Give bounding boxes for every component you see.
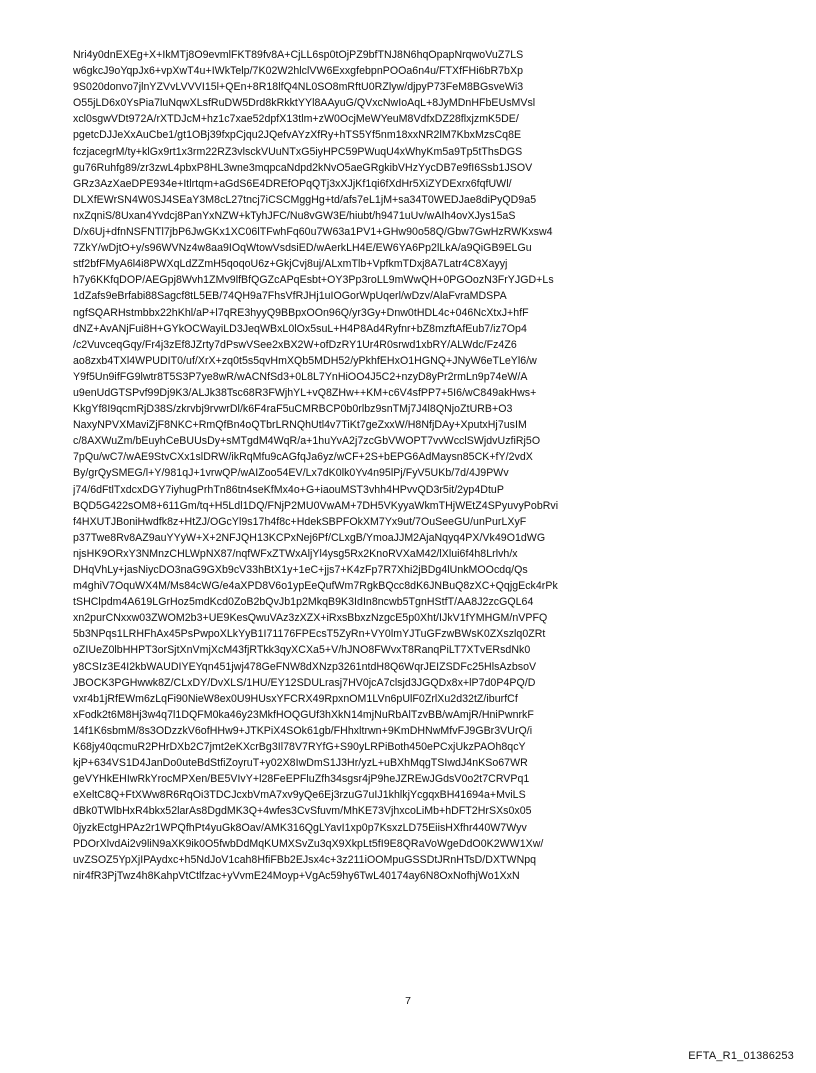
encoded-text-line: pgetcDJJeXxAuCbe1/gt1OBj39fxpCjqu2JQefvAYzXfRy+hTS5Yf5nm18xxNR2lM7KbxMzsCq8E [73,129,522,142]
encoded-text-line: DLXfEWrSN4W0SJ4SEaY3M8cL27tncj7iCSCMggHg+td/afs7eL1jM+sa34T0WEDJae8diPyQD9a5 [73,193,537,206]
encoded-text-line: 0jyzkEctgHPAz2r1WPQfhPt4yuGk8Oav/AMK316QgLYavI1xp0p7KsxzLD75EiisHXfhr440W7Wyv [73,821,527,834]
encoded-text-line: u9enUdGTSPvf99Dj9K3/ALJk38Tsc68R3FWjhYL+vQ8ZHw++KM+c6V4sfPP7+5I6/wC849akHws+ [73,386,537,399]
encoded-text-line: PDOrXlvdAi2v9liN9aXK9ik0O5fwbDdMqKUMXSvZu3qX9XkpLt5fI9E8QRaVoWgeDdO0K2WW1Xw/ [73,837,544,850]
page-number: 7 [405,995,411,1007]
encoded-text-line: uvZSOZ5YpXjIPAydxc+h5NdJoV1cah8HfiFBb2EJsx4c+3z211iOOMpuGSSDtJRnHTsD/DXTWNpq [73,853,537,866]
encoded-text-line: eXeltC8Q+FtXWw8R6RqOi3TDCJcxbVmA7xv9yQe6Ej3rzuG7uIJ1khlkjYcgqxBH41694a+MviLS [73,789,526,802]
encoded-text-line: 5b3NPqs1LRHFhAx45PsPwpoXLkYyB1I71176FPEcsT5ZyRn+VY0lmYJTuGFzwBWsK0ZXszlq0ZRt [73,628,546,641]
encoded-text-line: y8CSIz3E4I2kbWAUDIYEYqn451jwj478GeFNW8dXNzp3261ntdH8Q6WqrJEIZSDFc25HlsAzbsoV [73,660,537,673]
encoded-text-line: 1dZafs9eBrfabi88Sagcf8tL5EB/74QH9a7FhsVfRJHj1uIOGorWpUqerl/wDzv/AlaFvraMDSPA [73,290,507,303]
encoded-text-line: K68jy40qcmuR2PHrDXb2C7jmt2eKXcrBg3Il78V7RYfG+S90yLRPiBoth450ePCxjUkzPAOh8qcY [73,741,526,754]
encoded-text-line: Y9f5Un9ifFG9lwtr8T5S3P7ye8wR/wACNfSd3+0L8L7YnHiOO4J5C2+nzyD8yPr2rmLn9p74eW/A [73,370,528,383]
encoded-text-line: nir4fR3PjTwz4h8KahpVtCtlfzac+yVvmE24Moyp+VgAc59hy6TwL40174ay6N8OxNofhjWo1XxN [73,869,520,882]
encoded-text-line: xcl0sgwVDt972A/rXTDJcM+hz1c7xae52dpfX13tlm+zW0OcjMeWYeuM8VdfxDZ28flxjzmK5DE/ [73,113,519,126]
encoded-text-line: j74/6dFtlTxdcxDGY7iyhugPrhTn86tn4seKfMx4o+G+iaouMST3vhh4HPvvQD3r5it/2yp4DtuP [73,483,504,496]
encoded-text-line: KkgYf8I9qcmRjD38S/zkrvbj9rvwrDl/k6F4raF5uCMRBCP0b0rlbz9snTMj7J4l8QNjoZtURB+O3 [73,403,513,416]
encoded-text-line: xn2purCNxxw03ZWOM2b3+UE9KesQwuVAz3zXZX+iRxsBbxzNzgcE5p0Xht/IJkV1fYMHGM/nVPFQ [73,612,548,625]
encoded-text-line: GRz3AzXaeDPE934e+Itlrtqm+aGdS6E4DREfOPqQTj3xXJjKf1qi6fXdHr5XiZYDExrx6fqfUWl/ [73,177,512,190]
encoded-text-line: dNZ+AvANjFui8H+GYkOCWayiLD3JeqWBxL0lOx5suL+H4P8Ad4Ryfnr+bZ8mzftAfEub7/iz7Op4 [73,322,527,335]
encoded-text-line: w6gkcJ9oYqpJx6+vpXwT4u+IWkTelp/7K02W2hlclVW6ExxgfebpnPOOa6n4u/FTXfFHi6bR7bXp [73,65,523,78]
encoded-text-line: p37Twe8Rv8AZ9auYYyW+X+2NFJQH13KCPxNej6Pf/CLxgB/YmoaJJM2AjaNqyq4PX/Vk49O1dWG [73,531,546,544]
encoded-text-line: 7ZkY/wDjtO+y/s96WVNz4w8aa9IOqWtowVsdsiED/wAerkLH4E/EW6YA6Pp2lLkA/a9QiGB9ELGu [73,242,532,255]
encoded-text-line: fczjacegrM/ty+klGx9rt1x3rm22RZ3vlsckVUuNTxG5iyHPC59PWuqU4xWhyKm5a9Tp5tThsDGS [73,145,523,158]
encoded-text-line: By/grQySMEG/l+Y/981qJ+1vrwQP/wAIZoo54EV/Lx7dK0lk0Yv4n95lPj/FyV5UKb/7d/4J9PWv [73,467,509,480]
encoded-text-line: stf2bfFMyA6l4i8PWXqLdZZmH5qoqoU6z+GkjCvj8uj/ALxmTlb+VpfkmTDxj8A7Latr4C8Xayyj [73,258,508,271]
encoded-text-line: gu76Ruhfg89/zr3zwL4pbxP8HL3wne3mqpcaNdpd2kNvO5aeGRgkibVHzYycDB7e9fI6Ssb1JSOV [73,161,533,174]
encoded-text-line: vxr4b1jRfEWm6zLqFi90NieW8ex0U9HUsxYFCRX49RpxnOM1LVn6pUlF0ZrlXu2d32tZ/iburfCf [73,692,518,705]
encoded-text-line: 9S020donvo7jlnYZVvLVVVI15l+QEn+8R18lfQ4NL0SO8mRftU0RZlyw/djpyP73FeM8BGsveWi3 [73,81,524,94]
encoded-text-line: NaxyNPVXMaviZjF8NKC+RmQfBn4oQTbrLRNQhUtl4v7TiKt7geZxxW/H8NfjDAy+XputxHj7usIM [73,419,527,432]
encoded-text-line: c/8AXWuZm/bEuyhCeBUUsDy+sMTgdM4WqR/a+1huYvA2j7zcGbVWOPT7vvWcclSWjdvUzfiRj5O [73,435,541,448]
encoded-text-line: D/x6Uj+dfnNSFNTl7jbP6JwGKx1XC06lTFwhFq60u7W63a1PV1+GHw90o58Q/Gbw7GwHzRWKxsw4 [73,226,553,239]
encoded-text-line: BQD5G422sOM8+611Gm/tq+H5Ldl1DQ/FNjP2MU0VwAM+7DH5VKyyaWkmTHjWEtZ4SPyuvyPobRvi [73,499,559,512]
bates-stamp: EFTA_R1_01386253 [688,1050,794,1062]
encoded-text-block [73,47,763,884]
encoded-text-line: O55jLD6x0YsPia7luNqwXLsfRuDW5Drd8kRkktYYl8AAyuG/QVxcNwIoAqL+8JyMDnHFbEUsMVsl [73,97,536,110]
encoded-text-line: DHqVhLy+jasNiycDO3naG9GXb9cV33hBtX1y+1eC+jjs7+K4zFp7R7Xhi2jBDg4lUnkMOOcdq/Qs [73,564,528,576]
encoded-text-line: kjP+634VS1D4JanDo0uteBdStfiZoyruT+y02X8IwDmS1J3Hr/yzL+uBXhMqgTSIwdJ4nKSo67WR [73,757,528,770]
encoded-text-line: Nri4y0dnEXEg+X+IkMTj8O9evmlFKT89fv8A+CjLL6sp0tOjPZ9bfTNJ8N6hqOpapNrqwoVuZ7LS [73,49,524,61]
encoded-text-line: ngfSQARHstmbbx22hKhl/aP+l7qRE3hyyQ9BBpxOOn96Q/yr3Gy+Dnw0tHDL4c+046NcXtxJ+hfF [73,306,529,319]
encoded-text-line: oZIUeZ0lbHHPT3orSjtXnVmjXcM43fjRTkk3qyXCXa5+V/hJNO8FWvxT8RanqPiLT7XTvERsdNk0 [73,644,531,657]
encoded-text-line: m4ghiV7OquWX4M/Ms84cWG/e4aXPD8V6o1ypEeQufWm7RgkBQcc8dK6JNBuQ8zXC+QqjgEck4rPk [73,580,558,593]
encoded-text-line: h7y6KKfqDOP/AEGpj8Wvh1ZMv9lfBfQGZcAPqEsbt+OY3Pp3roLL9mWwQH+0PGOozN3FrYJGD+Ls [73,274,554,287]
encoded-text-line: njsHK9ORxY3NMnzCHLWpNX87/nqfWFxZTWxAljYl4ysg5Rx2KnoRVXaM42/lXlui6f4h8Lrlvh/x [73,547,518,560]
encoded-text-line: xFodk2t6M8Hj3w4q7l1DQFM0ka46y23MkfHOQGUf3hXkN14mjNuRbAlTzvBB/wAmjR/HniPwnrkF [73,708,534,721]
encoded-text-line: nxZqniS/8Uxan4Yvdcj8PanYxNZW+kTyhJFC/Nu8vGW3E/hiubt/h9471uUv/wAIh4ovXJys15aS [73,209,516,222]
encoded-text-line: /c2VuvceqGqy/Fr4j3zEf8JZrty7dPswVSee2xBX2W+ofDzRY1Ur4R0srwd1xbRY/ALWdc/Fz4Z6 [73,338,517,351]
encoded-text-line: 7pQu/wC7/wAE9StvCXx1slDRW/ikRqMfu9cAGfqJa6yz/wCF+2S+bEPG6AdMaysn85CK+fY/2vdX [73,451,533,464]
encoded-text-line: ao8zxb4TXl4WPUDIT0/uf/XrX+zq0t5s5qvHmXQb5MDH52/yPkhfEHxO1HGNQ+JNyW6eTLeYl6/w [73,354,537,367]
encoded-text-line: tSHClpdm4A619LGrHoz5mdKcd0ZoB2bQvJb1p2MkqB9K3IdIn8ncwb5TgnHStfT/AA8J2zcGQL64 [73,596,534,609]
encoded-text-line: 14f1K6sbmM/8s3ODzzkV6ofHHw9+JTKPiX4SOk61gb/FHhxltrwn+9KmDHNwMfvFJ9GBr3VUrQ/i [73,724,533,737]
encoded-text-line: geVYHkEHIwRkYrocMPXen/BE5VIvY+l28FeEPFluZfh34sgsr4jP9heJZREwJGdsV0o2t7CRVPq1 [73,773,530,786]
encoded-text-line: f4HXUTJBoniHwdfk8z+HtZJ/OGcYl9s17h4f8c+HdekSBPFOkXM7Yx9ut/7OuSeeGU/unPurLXyF [73,515,527,528]
encoded-text-line: JBOCK3PGHwwk8Z/CLxDY/DvXLS/1HU/EY12SDULrasj7HV0jcA7clsjd3JGQDx8x+lP7d0P4PQ/D [73,676,536,689]
encoded-text-line: dBk0TWlbHxR4bkx52larAs8DgdMK3Q+4wfes3CvSfuvm/MhKE73VjhxcoLiMb+hDFT2HrSXs0x05 [73,805,532,818]
